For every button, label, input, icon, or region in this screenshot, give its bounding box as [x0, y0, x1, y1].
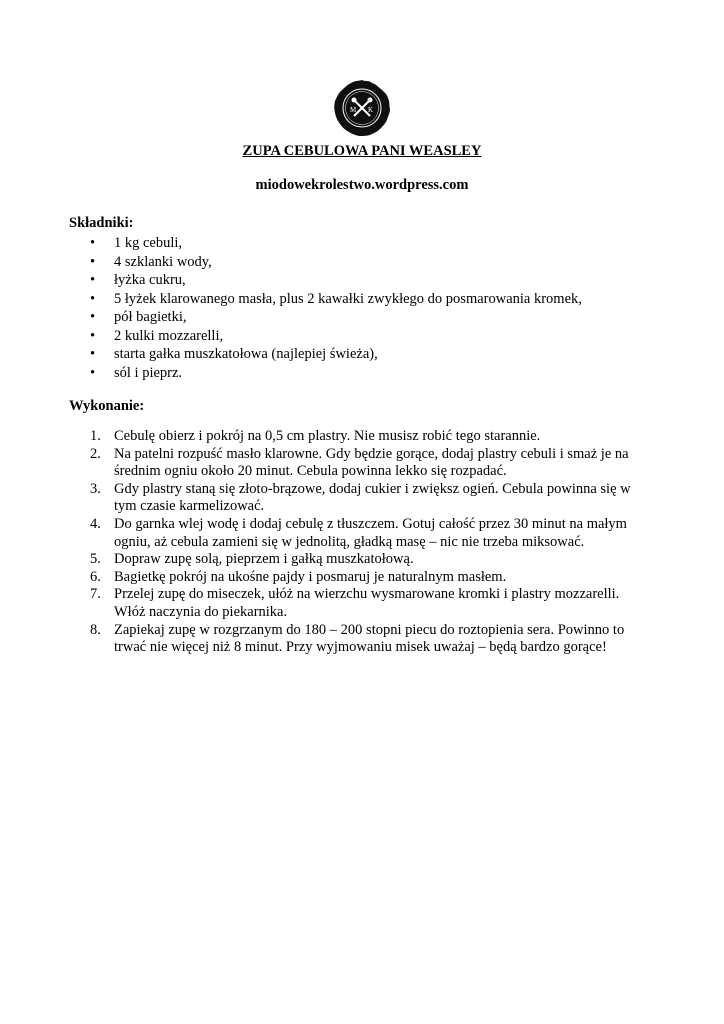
bullet-icon: •: [90, 309, 96, 325]
list-item: [69, 234, 582, 253]
step-number: 3.: [90, 480, 101, 497]
ingredients-list: [69, 234, 582, 382]
list-item: [69, 345, 582, 364]
step-item: [69, 481, 649, 516]
ingredients-heading: Składniki:: [69, 215, 134, 231]
step-text: Do garnka wlej wodę i dodaj cebulę z tłuszczem. Gotuj całość przez 30 minut na małym ogniu, aż cebula zamieni się w jednolitą, gładką masę – nic nie trzeba miksować.: [114, 515, 627, 550]
bullet-icon: •: [90, 290, 96, 307]
step-item: [69, 622, 649, 657]
step-text: Na patelni rozpuść masło klarowne. Gdy będzie gorące, dodaj plastry cebuli i smaż je na średnim ogniu około 20 minut. Cebula powinna lekko się rozpadać.: [114, 445, 629, 480]
bullet-icon: •: [90, 253, 96, 270]
step-number: 1.: [90, 428, 101, 444]
step-item: [69, 569, 649, 587]
ingredient-text: 2 kulki mozzarelli,: [114, 327, 224, 344]
bullet-icon: •: [90, 235, 96, 251]
ingredient-text: 4 szklanki wody,: [114, 253, 212, 270]
step-item: [69, 428, 649, 446]
list-item: [69, 271, 582, 290]
step-text: Przelej zupę do miseczek, ułóż na wierzchu wysmarowane kromki i plastry mozzarelli. Włóż naczynia do piekarnika.: [114, 586, 620, 620]
ingredient-text: łyżka cukru,: [114, 272, 186, 288]
step-item: [69, 446, 649, 481]
ingredient-text: sól i pieprz.: [114, 364, 183, 381]
step-text: Dopraw zupę solą, pieprzem i gałką muszkatołową.: [114, 551, 414, 568]
step-number: 7.: [90, 586, 101, 603]
ingredient-text: 5 łyżek klarowanego masła, plus 2 kawałki zwykłego do posmarowania kromek,: [114, 290, 582, 307]
bullet-icon: •: [90, 327, 96, 344]
list-item: [69, 364, 582, 383]
step-number: 5.: [90, 551, 101, 568]
ingredient-text: 1 kg cebuli,: [114, 235, 183, 251]
svg-text:M: M: [350, 106, 357, 114]
step-number: 6.: [90, 568, 101, 585]
step-item: [69, 516, 649, 551]
bullet-icon: •: [90, 272, 96, 288]
step-text: Cebulę obierz i pokrój na 0,5 cm plastry. Nie musisz robić tego starannie.: [114, 428, 541, 444]
method-steps-list: [69, 428, 649, 657]
step-item: [69, 586, 649, 621]
step-text: Zapiekaj zupę w rozgrzanym do 180 – 200 stopni piecu do roztopienia sera. Powinno to trwać nie więcej niż 8 minut. Przy wyjmowaniu misek uważaj – będą bardzo gorące!: [114, 621, 625, 656]
step-text: Bagietkę pokrój na ukośne pajdy i posmaruj je naturalnym masłem.: [114, 568, 507, 585]
bullet-icon: •: [90, 364, 96, 381]
step-number: 4.: [90, 515, 101, 532]
list-item: [69, 290, 582, 309]
list-item: [69, 327, 582, 346]
blog-url: miodowekrolestwo.wordpress.com: [255, 177, 469, 193]
recipe-title: ZUPA CEBULOWA PANI WEASLEY: [242, 143, 482, 159]
list-item: [69, 308, 582, 327]
seal-logo-icon: [332, 78, 392, 138]
step-item: [69, 551, 649, 569]
step-number: 2.: [90, 445, 101, 462]
list-item: [69, 253, 582, 272]
step-text: Gdy plastry staną się złoto-brązowe, dodaj cukier i zwiększ ogień. Cebula powinna się w tym czasie karmelizować.: [114, 480, 631, 515]
svg-text:K: K: [368, 106, 374, 114]
ingredient-text: starta gałka muszkatołowa (najlepiej świeża),: [114, 346, 378, 362]
bullet-icon: •: [90, 346, 96, 362]
ingredient-text: pół bagietki,: [114, 309, 187, 325]
step-number: 8.: [90, 621, 101, 638]
method-heading: Wykonanie:: [69, 398, 145, 414]
